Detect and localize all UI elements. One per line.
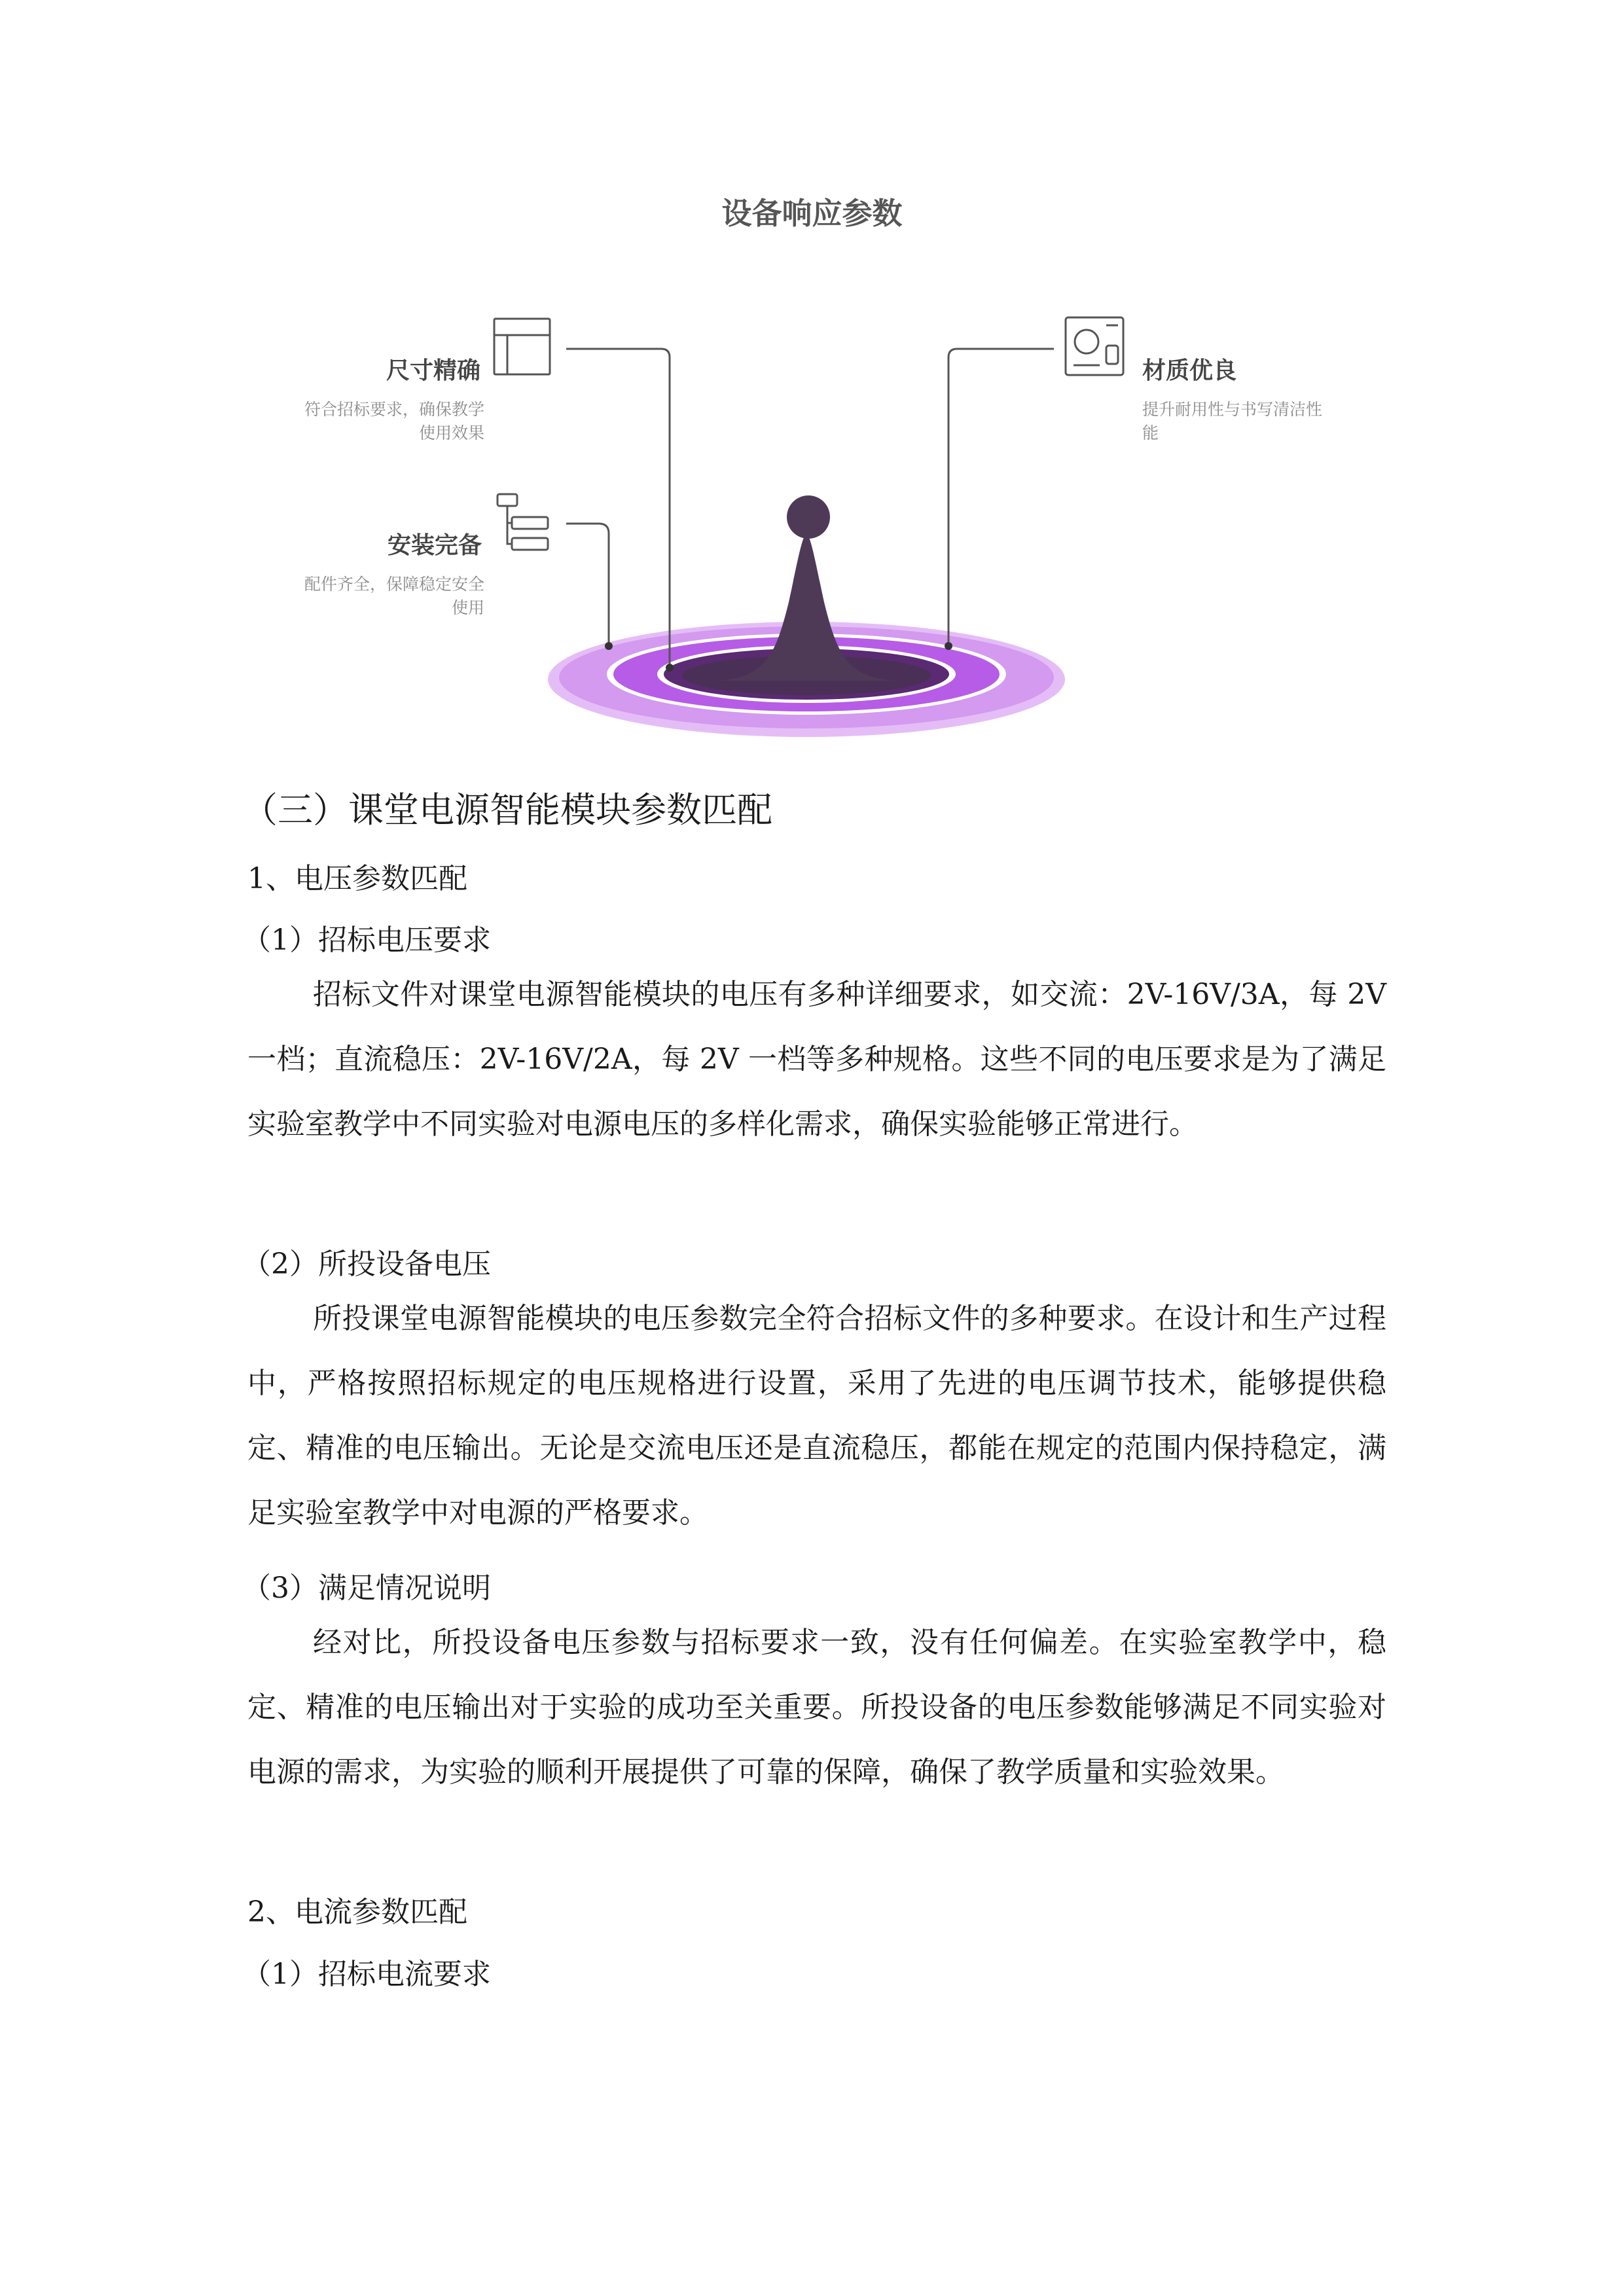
response-parameters-figure [0,0,1624,759]
feature-title-material: 材质优良 [1142,357,1237,384]
figure-title: 设备响应参数 [721,196,903,231]
figure-graphic [0,0,1624,759]
section-title: （三）课堂电源智能模块参数匹配 [242,789,772,831]
components-icon [497,494,548,550]
connector-size [566,349,670,668]
paragraph-voltage-requirement: 招标文件对课堂电源智能模块的电压有多种详细要求，如交流：2V-16V/3A，每 2V 一档；直流稳压：2V-16V/2A，每 2V 一档等多种规格。这些不同的电压要求是为了满足实验室教学中不同实验对电源电压的多样化需求，确保实验能够正常进行。 [247,978,1386,1141]
heading-offered-voltage: （2）所投设备电压 [242,1247,491,1281]
heading-current: 2、电流参数匹配 [247,1895,467,1929]
heading-current-requirement: （1）招标电流要求 [242,1958,491,1991]
feature-title-size: 尺寸精确 [386,357,481,384]
layout-grid-icon [494,319,550,374]
connector-material [948,349,1054,645]
feature-desc-material: 提升耐用性与书写清洁性能 [1142,400,1323,442]
feature-title-install: 安装完备 [388,532,482,559]
heading-compliance: （3）满足情况说明 [242,1571,491,1605]
connector-install [566,524,609,645]
connector-dot-install [605,642,613,650]
center-dot [787,495,830,539]
connector-dot-size [666,664,674,672]
feature-desc-size: 符合招标要求，确保教学使用效果 [304,400,484,442]
heading-voltage: 1、电压参数匹配 [247,862,467,895]
paragraph-offered-voltage: 所投课堂电源智能模块的电压参数完全符合招标文件的多种要求。在设计和生产过程中，严格按照招标规定的电压规格进行设置，采用了先进的电压调节技术，能够提供稳定、精准的电压输出。无论是交流电压还是直流稳压，都能在规定的范围内保持稳定，满足实验室教学中对电源的严格要求。 [247,1302,1386,1530]
paragraph-compliance: 经对比，所投设备电压参数与招标要求一致，没有任何偏差。在实验室教学中，稳定、精准的电压输出对于实验的成功至关重要。所投设备的电压参数能够满足不同实验对电源的需求，为实验的顺利开展提供了可靠的保障，确保了教学质量和实验效果。 [247,1626,1386,1789]
heading-voltage-requirement: （1）招标电压要求 [242,924,491,957]
material-panel-icon [1066,317,1123,375]
feature-desc-install: 配件齐全，保障稳定安全使用 [304,575,484,617]
connector-dot-material [945,642,952,650]
